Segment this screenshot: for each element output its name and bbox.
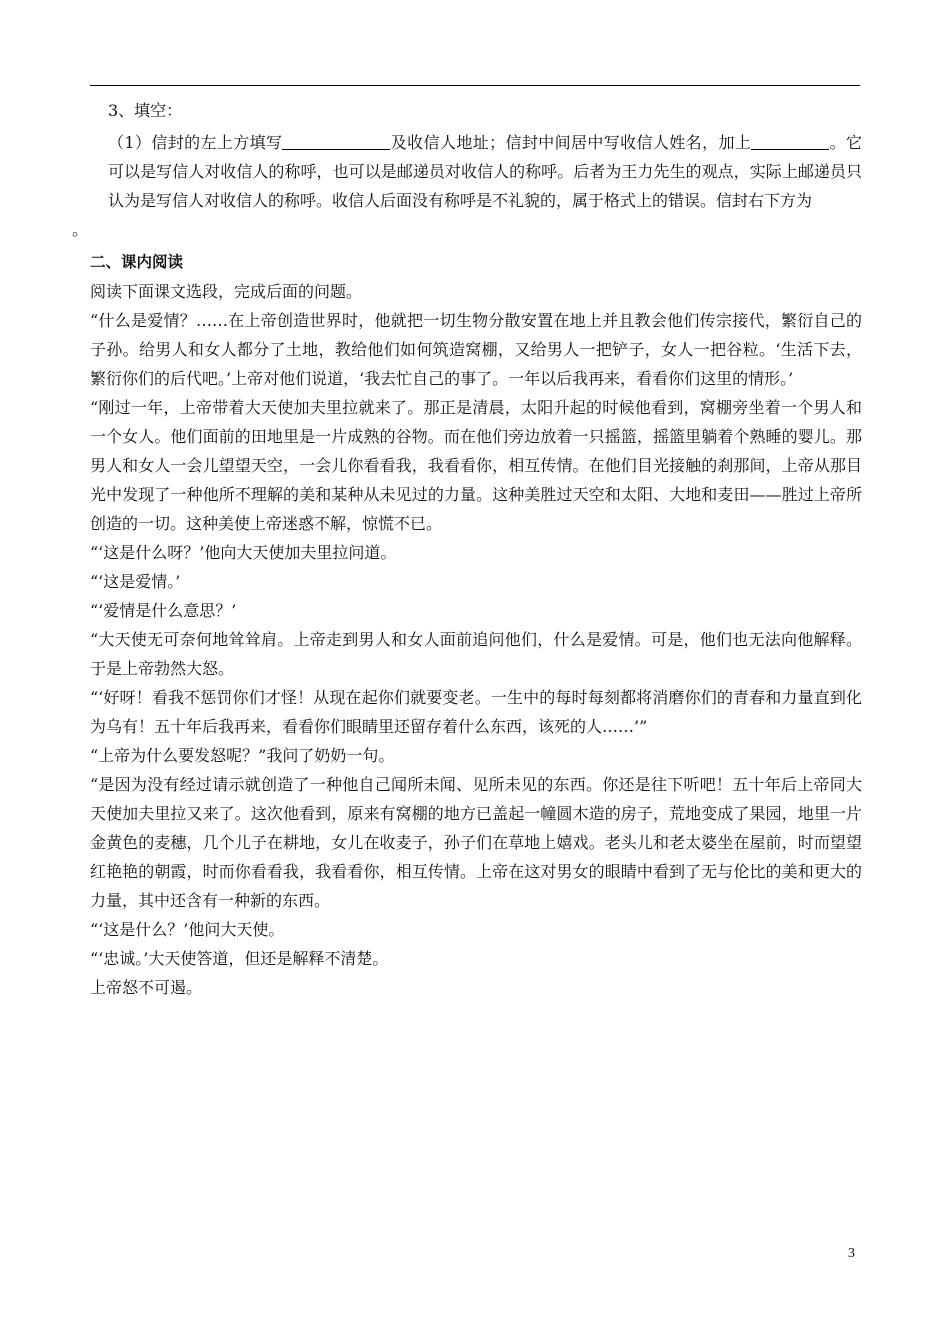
- q1-tail: 。: [72, 220, 89, 239]
- passage-paragraph: “刚过一年，上帝带着大天使加夫里拉就来了。那正是清晨，太阳升起的时候他看到，窝棚旁坐着一个男人和一个女人。他们面前的田地里是一片成熟的谷物。而在他们旁边放着一只摇篮，摇篮里躺着个熟睡的婴儿。那男人和女人一会儿望望天空，一会儿你看看我，我看看你，相互传情。在他们目光接触的刹那间，上帝从那目光中发现了一种他所不理解的美和某种从未见过的力量。这种美胜过天空和太阳、大地和麦田——胜过上帝所创造的一切。这种美使上帝迷惑不解，惊慌不已。: [90, 398, 862, 533]
- q1-text-3: 。它可以是写信人对收信人的称呼，也可以是邮递员对收信人的称呼。后者为王力先生的观点，实际上邮递员只认为是写信人对收信人的称呼。收信人后面没有称呼是不礼貌的，属于格式上的错误。信封右下方为: [108, 133, 862, 210]
- passage-paragraph: “上帝为什么要发怒呢？”我问了奶奶一句。: [90, 746, 395, 765]
- q1-text-2: 及收信人地址；信封中间居中写收信人姓名，加上: [390, 133, 752, 152]
- section-intro: 阅读下面课文选段，完成后面的问题。: [90, 282, 363, 301]
- passage-paragraph: “‘好呀！看我不惩罚你们才怪！从现在起你们就要变老。一生中的每时每刻都将消磨你们的青春和力量直到化为乌有！五十年后我再来，看看你们眼睛里还留存着什么东西，该死的人……’”: [90, 688, 862, 736]
- fill-heading: 3、填空：: [108, 101, 183, 120]
- answer-blank-1[interactable]: [282, 133, 390, 150]
- answer-blank-2[interactable]: [751, 133, 829, 150]
- passage-paragraph: 上帝怒不可遏。: [90, 978, 203, 997]
- passage-paragraph: “‘这是什么呀？’他向大天使加夫里拉问道。: [90, 543, 397, 562]
- fill-question-1: [90, 128, 862, 215]
- passage-paragraph: “是因为没有经过请示就创造了一种他自己闻所未闻、见所未见的东西。你还是往下听吧！五十年后上帝同大天使加夫里拉又来了。这次他看到，原来有窝棚的地方已盖起一幢圆木造的房子，荒地变成了果园，地里一片金黄色的麦穗，几个儿子在耕地，女儿在收麦子，孙子们在草地上嬉戏。老头儿和老太婆坐在屋前，时而望望红艳艳的朝霞，时而你看看我，我看看你，相互传情。上帝在这对男女的眼睛中看到了无与伦比的美和更大的力量，其中还含有一种新的东西。: [90, 775, 862, 910]
- passage-paragraph: “‘忠诚。’大天使答道，但还是解释不清楚。: [90, 949, 389, 968]
- passage-paragraph: “‘这是爱情。’: [90, 572, 181, 591]
- q1-text-1: （1）信封的左上方填写: [108, 133, 283, 152]
- section-title: 二、课内阅读: [90, 253, 184, 271]
- header-rule: [90, 85, 860, 86]
- page-number: 3: [848, 1246, 855, 1261]
- passage-paragraph: “‘爱情是什么意思？’: [90, 601, 237, 620]
- passage-paragraph: “‘这是什么？’他问大天使。: [90, 920, 285, 939]
- passage-paragraph: “什么是爱情？……在上帝创造世界时，他就把一切生物分散安置在地上并且教会他们传宗接代，繁衍自己的子孙。给男人和女人都分了土地，教给他们如何筑造窝棚，又给男人一把铲子，女人一把谷粒。‘生活下去，繁衍你们的后代吧。’上帝对他们说道，‘我去忙自己的事了。一年以后我再来，看看你们这里的情形。’: [90, 311, 862, 388]
- passage-paragraph: “大天使无可奈何地耸耸肩。上帝走到男人和女人面前追问他们，什么是爱情。可是，他们也无法向他解释。于是上帝勃然大怒。: [90, 630, 862, 678]
- page-content: [72, 96, 862, 1002]
